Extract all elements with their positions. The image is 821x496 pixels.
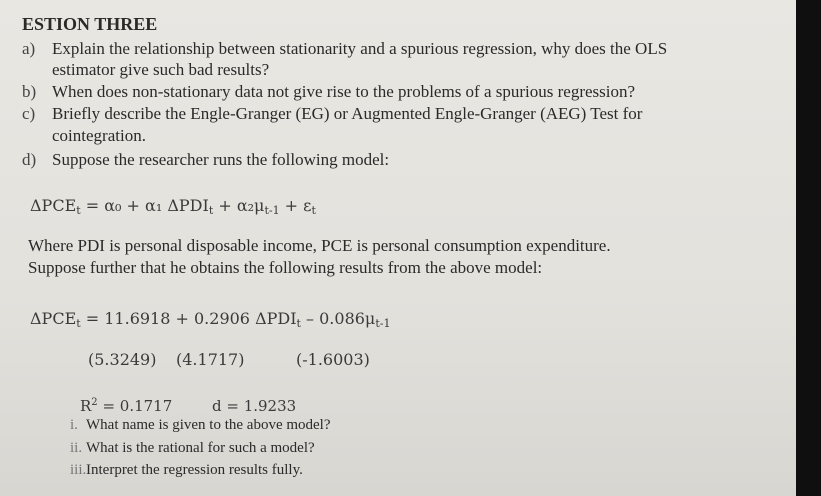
subquestion-i-label: i. (70, 417, 78, 433)
model-pdi-sub: t (208, 204, 214, 217)
explanation-line2: Suppose further that he obtains the following results from the above model: (28, 258, 543, 277)
results-tail: – 0.086μ (300, 309, 376, 328)
model-lhs-sub: t (76, 204, 81, 217)
model-error-sub: t (311, 204, 316, 217)
results-equation (30, 309, 390, 330)
durbin-watson: d = 1.9233 (212, 397, 297, 415)
r-squared (80, 397, 172, 415)
r-squared-sup: 2 (91, 397, 98, 408)
subquestion-i (70, 415, 331, 435)
question-c-line1: Briefly describe the Engle-Granger (EG) or Augmented Engle-Granger (AEG) Test for (52, 104, 643, 123)
question-a-line2: estimator give such bad results? (52, 60, 270, 79)
subquestion-ii-label: ii. (70, 440, 83, 456)
results-eq: = 11.6918 + 0.2906 ΔPDI (80, 309, 297, 328)
r-squared-value: = 0.1717 (97, 397, 173, 415)
question-c (22, 104, 642, 124)
model-equation (30, 196, 316, 217)
subquestion-i-text: What name is given to the above model? (86, 417, 331, 433)
model-tail: + α₂μ (213, 196, 265, 215)
dark-edge (796, 0, 821, 496)
question-c-label: c) (22, 104, 36, 123)
subquestion-iii-text: Interpret the regression results fully. (86, 462, 303, 478)
section-heading: ESTION THREE (22, 14, 158, 34)
results-lhs-sub: t (76, 317, 81, 330)
t-stat-1: (5.3249) (88, 350, 157, 369)
question-a-line1: Explain the relationship between stationarity and a spurious regression, why does the OLS (52, 39, 668, 58)
t-stat-2: (4.1717) (176, 350, 245, 369)
subquestion-iii (70, 460, 303, 480)
question-a (22, 39, 667, 59)
question-a-label: a) (22, 39, 36, 58)
model-mu-sub: t-1 (264, 204, 280, 217)
subquestion-ii-text: What is the rational for such a model? (86, 440, 315, 456)
question-b-label: b) (22, 82, 37, 101)
subquestion-iii-label: iii. (70, 462, 87, 478)
results-pdi-sub: t (296, 317, 301, 330)
t-stat-3: (-1.6003) (296, 350, 370, 369)
question-d (22, 150, 389, 170)
results-mu-sub: t-1 (375, 317, 391, 330)
subquestion-ii (70, 438, 315, 458)
question-c-line2: cointegration. (52, 126, 146, 145)
question-d-label: d) (22, 150, 37, 169)
question-d-line1: Suppose the researcher runs the following model: (52, 150, 390, 169)
explanation-line1: Where PDI is personal disposable income, PCE is personal consumption expenditure. (28, 236, 611, 255)
r-squared-label: R (80, 397, 92, 415)
model-lhs: ΔPCE (30, 196, 77, 215)
model-error: + ε (279, 196, 312, 215)
question-b-line1: When does non-stationary data not give rise to the problems of a spurious regression? (52, 82, 636, 101)
results-lhs: ΔPCE (30, 309, 77, 328)
question-b (22, 82, 635, 102)
model-rest: = α₀ + α₁ ΔPDI (80, 196, 209, 215)
